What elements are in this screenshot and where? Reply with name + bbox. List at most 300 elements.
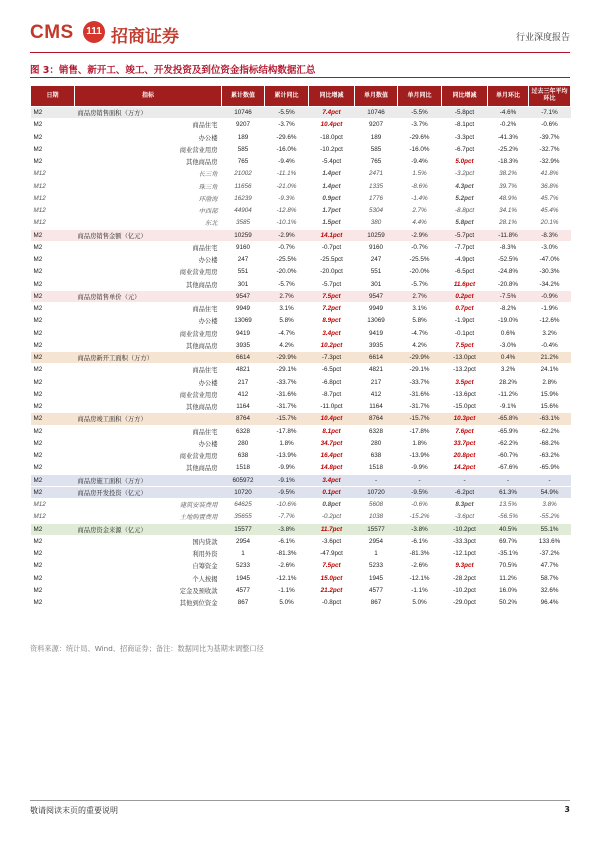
cell-value: -11.2% xyxy=(488,388,529,400)
cell-date: M2 xyxy=(31,560,75,572)
cell-date: M2 xyxy=(31,278,75,290)
cell-value: 21002 xyxy=(222,168,265,180)
cell-value: 0.9pct xyxy=(309,192,355,204)
cell-value: -8.3% xyxy=(488,241,529,253)
cell-value: 58.7% xyxy=(529,572,571,584)
cell-value: 0.6% xyxy=(488,327,529,339)
cell-value: -1.9% xyxy=(529,303,571,315)
cell-value: -28.2pct xyxy=(442,572,488,584)
table-row xyxy=(31,437,571,449)
cell-value: 551 xyxy=(222,266,265,278)
cell-value: 4.2% xyxy=(265,339,309,351)
table-row xyxy=(31,192,571,204)
cell-value: 217 xyxy=(355,376,398,388)
cell-value: 5.8% xyxy=(398,315,442,327)
cell-value: 5233 xyxy=(355,560,398,572)
cell-value: 32.6% xyxy=(529,584,571,596)
cell-value: -12.6% xyxy=(529,315,571,327)
cell-value: 20.8pct xyxy=(442,450,488,462)
cell-date: M2 xyxy=(31,303,75,315)
table-row xyxy=(31,548,571,560)
cell-value: -33.3pct xyxy=(442,535,488,547)
cell-date: M2 xyxy=(31,119,75,131)
cell-value: -25.5pct xyxy=(309,254,355,266)
cell-value: -3.2pct xyxy=(442,168,488,180)
cell-value: -11.8% xyxy=(488,229,529,241)
cell-value: 9949 xyxy=(355,303,398,315)
cell-value: 11.6pct xyxy=(442,278,488,290)
cell-value: 8.1pct xyxy=(309,425,355,437)
cell-value: 638 xyxy=(355,450,398,462)
cell-indicator: 商品住宅 xyxy=(75,303,222,315)
cell-value: 5608 xyxy=(355,499,398,511)
cell-value: 585 xyxy=(355,143,398,155)
cell-value: -6.2pct xyxy=(442,486,488,498)
cell-indicator: 长三角 xyxy=(75,168,222,180)
cell-indicator: 商品房新开工面积（万方） xyxy=(75,352,222,364)
table-row xyxy=(31,254,571,266)
cell-value: 35655 xyxy=(222,511,265,523)
cell-value: -15.7% xyxy=(265,413,309,425)
cell-value: 3.4pct xyxy=(309,327,355,339)
cell-value: 4.4% xyxy=(398,217,442,229)
cell-indicator: 珠三角 xyxy=(75,180,222,192)
cell-date: M2 xyxy=(31,413,75,425)
cell-value: -29.9% xyxy=(398,352,442,364)
cell-value: 0.1pct xyxy=(309,486,355,498)
cell-date: M2 xyxy=(31,584,75,596)
cell-value: -16.0% xyxy=(265,143,309,155)
cell-value: 11656 xyxy=(222,180,265,192)
cell-value: 5.8pct xyxy=(442,217,488,229)
cell-value: - xyxy=(442,474,488,486)
cell-value: -18.0pct xyxy=(309,131,355,143)
cell-value: -0.9% xyxy=(529,290,571,302)
cell-value: -0.6% xyxy=(398,499,442,511)
cell-value: 3.8% xyxy=(529,499,571,511)
cell-value: -32.7% xyxy=(529,143,571,155)
cell-value: -8.8pct xyxy=(442,205,488,217)
cell-value: -15.2% xyxy=(398,511,442,523)
table-row xyxy=(31,156,571,168)
cell-indicator: 商品房施工面积（万方） xyxy=(75,474,222,486)
cell-value: 3585 xyxy=(222,217,265,229)
cell-value: 9207 xyxy=(355,119,398,131)
table-row xyxy=(31,560,571,572)
cell-value: 54.9% xyxy=(529,486,571,498)
cell-value: 1518 xyxy=(222,462,265,474)
cell-value: 13069 xyxy=(355,315,398,327)
table-row xyxy=(31,450,571,462)
cell-date: M12 xyxy=(31,499,75,511)
cell-value: -4.6% xyxy=(488,107,529,119)
cell-value: 16.0% xyxy=(488,584,529,596)
cell-value: -62.2% xyxy=(529,425,571,437)
cell-value: 1.5% xyxy=(398,168,442,180)
cell-value: -11.1% xyxy=(265,168,309,180)
cell-value: -20.0pct xyxy=(309,266,355,278)
cell-value: -9.1% xyxy=(488,401,529,413)
cell-value: -29.9% xyxy=(265,352,309,364)
cell-value: -8.7pct xyxy=(309,388,355,400)
page-number: 3 xyxy=(564,805,570,814)
cell-value: 4.3pct xyxy=(442,180,488,192)
cell-value: 2954 xyxy=(222,535,265,547)
table-row xyxy=(31,499,571,511)
table-row xyxy=(31,597,571,609)
cell-value: 50.2% xyxy=(488,597,529,609)
cell-value: 41.8% xyxy=(529,168,571,180)
cell-value: -0.4% xyxy=(529,339,571,351)
cell-date: M2 xyxy=(31,425,75,437)
table-row xyxy=(31,229,571,241)
cell-value: 1164 xyxy=(222,401,265,413)
cell-value: 36.8% xyxy=(529,180,571,192)
table-row xyxy=(31,278,571,290)
cell-value: -35.1% xyxy=(488,548,529,560)
cell-value: 10259 xyxy=(222,229,265,241)
cell-value: 10.3pct xyxy=(442,413,488,425)
cell-value: 280 xyxy=(355,437,398,449)
cell-value: -10.2pct xyxy=(309,143,355,155)
cell-value: 217 xyxy=(222,376,265,388)
cell-value: -4.7% xyxy=(398,327,442,339)
cell-value: -18.3% xyxy=(488,156,529,168)
cell-value: 301 xyxy=(355,278,398,290)
cell-value: -3.8% xyxy=(265,523,309,535)
cell-value: 5.2pct xyxy=(442,192,488,204)
cell-value: 4821 xyxy=(355,364,398,376)
cell-value: -6.5pct xyxy=(442,266,488,278)
cell-value: 13069 xyxy=(222,315,265,327)
cell-value: 13.5% xyxy=(488,499,529,511)
cell-value: -5.5% xyxy=(398,107,442,119)
cell-value: -55.2% xyxy=(529,511,571,523)
cell-value: 4.2% xyxy=(398,339,442,351)
cell-value: 1.4pct xyxy=(309,180,355,192)
figure-title: 图 3：销售、新开工、竣工、开发投资及到位资金指标结构数据汇总 xyxy=(30,65,316,76)
cell-value: 0.2pct xyxy=(442,290,488,302)
column-header: 单月数值 xyxy=(355,86,398,107)
cell-value: 14.1pct xyxy=(309,229,355,241)
cell-value: -8.6% xyxy=(398,180,442,192)
cell-value: -6.1% xyxy=(265,535,309,547)
cell-value: 9207 xyxy=(222,119,265,131)
cell-value: 1.5pct xyxy=(309,217,355,229)
table-row xyxy=(31,315,571,327)
cell-value: 247 xyxy=(355,254,398,266)
cell-value: 1945 xyxy=(355,572,398,584)
summary-table xyxy=(30,85,571,609)
cell-value: -3.6pct xyxy=(442,511,488,523)
table-row xyxy=(31,462,571,474)
cell-value: 765 xyxy=(355,156,398,168)
cell-indicator: 东北 xyxy=(75,217,222,229)
cell-value: -5.7pct xyxy=(442,229,488,241)
cell-value: -9.4% xyxy=(265,156,309,168)
cell-indicator: 商业营业用房 xyxy=(75,388,222,400)
cell-value: 1 xyxy=(355,548,398,560)
footer-disclaimer: 敬请阅读末页的重要说明 xyxy=(30,806,118,815)
cell-value: -17.8% xyxy=(265,425,309,437)
cell-value: 8764 xyxy=(355,413,398,425)
cell-date: M2 xyxy=(31,156,75,168)
cell-value: -39.7% xyxy=(529,131,571,143)
cell-value: 16239 xyxy=(222,192,265,204)
cell-value: 1.8% xyxy=(398,437,442,449)
cell-date: M2 xyxy=(31,364,75,376)
table-row xyxy=(31,339,571,351)
cell-value: -7.5% xyxy=(488,290,529,302)
cell-value: -29.1% xyxy=(398,364,442,376)
cell-value: 15.9% xyxy=(529,388,571,400)
cell-indicator: 商业营业用房 xyxy=(75,450,222,462)
cell-value: -10.2pct xyxy=(442,523,488,535)
cell-value: 10746 xyxy=(222,107,265,119)
cell-value: -0.2pct xyxy=(309,511,355,523)
cell-value: 5.0% xyxy=(398,597,442,609)
cell-value: -63.2% xyxy=(529,450,571,462)
cell-value: -6.5pct xyxy=(309,364,355,376)
cell-value: -16.0% xyxy=(398,143,442,155)
cell-value: 10.4pct xyxy=(309,119,355,131)
cell-indicator: 其他商品房 xyxy=(75,156,222,168)
cell-value: 11.2% xyxy=(488,572,529,584)
cell-value: -3.6pct xyxy=(309,535,355,547)
cell-value: 21.2% xyxy=(529,352,571,364)
cell-date: M12 xyxy=(31,511,75,523)
table-row xyxy=(31,327,571,339)
table-row xyxy=(31,241,571,253)
cell-value: 5233 xyxy=(222,560,265,572)
cell-date: M2 xyxy=(31,388,75,400)
cell-value: -1.1% xyxy=(398,584,442,596)
cell-value: 189 xyxy=(355,131,398,143)
source-note: 资料来源：统计局、Wind、招商证券；备注：数据同比为基期末调整口径 xyxy=(30,644,264,653)
cell-date: M2 xyxy=(31,437,75,449)
cell-indicator: 商品住宅 xyxy=(75,425,222,437)
cell-value: 4821 xyxy=(222,364,265,376)
table-row xyxy=(31,401,571,413)
cell-value: 20.1% xyxy=(529,217,571,229)
cell-value: 44904 xyxy=(222,205,265,217)
cell-value: 3935 xyxy=(355,339,398,351)
cell-date: M2 xyxy=(31,241,75,253)
cell-value: -8.1pct xyxy=(442,119,488,131)
cell-date: M2 xyxy=(31,401,75,413)
cell-value: 5304 xyxy=(355,205,398,217)
column-header: 同比增减 xyxy=(309,86,355,107)
cell-value: -9.5% xyxy=(265,486,309,498)
cell-value: 7.4pct xyxy=(309,107,355,119)
cell-value: 70.5% xyxy=(488,560,529,572)
report-type: 行业深度报告 xyxy=(515,33,570,43)
cell-value: 5.0pct xyxy=(442,156,488,168)
cell-indicator: 商品房销售金额（亿元） xyxy=(75,229,222,241)
cell-value: 9.3pct xyxy=(442,560,488,572)
cell-value: -12.1pct xyxy=(442,548,488,560)
cell-value: 34.1% xyxy=(488,205,529,217)
cell-value: -3.0% xyxy=(529,241,571,253)
cell-value: 45.4% xyxy=(529,205,571,217)
cell-value: -3.0% xyxy=(488,339,529,351)
table-header xyxy=(31,86,571,107)
cell-value: -25.2% xyxy=(488,143,529,155)
cell-value: -9.1% xyxy=(265,474,309,486)
table-row xyxy=(31,119,571,131)
cell-value: -1.1% xyxy=(265,584,309,596)
cell-date: M2 xyxy=(31,290,75,302)
cell-indicator: 办公楼 xyxy=(75,376,222,388)
table-row xyxy=(31,364,571,376)
cell-value: -81.3% xyxy=(265,548,309,560)
cell-date: M2 xyxy=(31,450,75,462)
cell-indicator: 商品住宅 xyxy=(75,241,222,253)
cell-date: M2 xyxy=(31,254,75,266)
cell-indicator: 商品住宅 xyxy=(75,364,222,376)
header-divider xyxy=(30,52,570,53)
cell-value: -60.7% xyxy=(488,450,529,462)
cell-value: -13.9% xyxy=(265,450,309,462)
cell-indicator: 其他商品房 xyxy=(75,401,222,413)
cell-value: - xyxy=(529,474,571,486)
cell-value: -0.7% xyxy=(398,241,442,253)
table-row xyxy=(31,131,571,143)
cell-value: -4.9pct xyxy=(442,254,488,266)
cell-value: -5.4pct xyxy=(309,156,355,168)
cell-value: 3.5pct xyxy=(442,376,488,388)
cell-indicator: 其他商品房 xyxy=(75,462,222,474)
cell-value: -3.8% xyxy=(398,523,442,535)
cell-date: M12 xyxy=(31,205,75,217)
table-row xyxy=(31,572,571,584)
cell-value: 551 xyxy=(355,266,398,278)
cell-value: -7.7pct xyxy=(442,241,488,253)
cell-value: -3.3pct xyxy=(442,131,488,143)
cell-value: -10.2pct xyxy=(442,584,488,596)
cell-value: 15.0pct xyxy=(309,572,355,584)
table-row xyxy=(31,535,571,547)
cell-indicator: 利用外资 xyxy=(75,548,222,560)
cell-value: -2.6% xyxy=(398,560,442,572)
table-row xyxy=(31,168,571,180)
cell-value: 1335 xyxy=(355,180,398,192)
cell-value: -20.0% xyxy=(398,266,442,278)
table-row xyxy=(31,486,571,498)
cell-indicator: 建筑安装费用 xyxy=(75,499,222,511)
cell-value: 10720 xyxy=(222,486,265,498)
cell-value: -20.0% xyxy=(265,266,309,278)
cell-value: -65.9% xyxy=(529,462,571,474)
cell-value: -11.0pct xyxy=(309,401,355,413)
cell-value: -10.1% xyxy=(265,217,309,229)
cell-value: 10746 xyxy=(355,107,398,119)
table-row xyxy=(31,303,571,315)
cell-value: - xyxy=(398,474,442,486)
column-header: 单月环比 xyxy=(488,86,529,107)
column-header: 累计同比 xyxy=(265,86,309,107)
cell-value: 1.8% xyxy=(265,437,309,449)
table-row xyxy=(31,474,571,486)
cell-value: -25.5% xyxy=(398,254,442,266)
footer-divider xyxy=(30,800,570,801)
cell-value: -21.0% xyxy=(265,180,309,192)
cell-value: -5.7% xyxy=(398,278,442,290)
cell-value: 9547 xyxy=(222,290,265,302)
cell-value: 10259 xyxy=(355,229,398,241)
cell-value: 55.1% xyxy=(529,523,571,535)
cell-value: 9160 xyxy=(222,241,265,253)
cell-value: 47.7% xyxy=(529,560,571,572)
cell-value: -8.2% xyxy=(488,303,529,315)
cell-value: -52.5% xyxy=(488,254,529,266)
cell-date: M2 xyxy=(31,107,75,119)
table-row xyxy=(31,584,571,596)
cell-value: 33.7pct xyxy=(442,437,488,449)
cell-indicator: 商品住宅 xyxy=(75,119,222,131)
cell-value: 247 xyxy=(222,254,265,266)
cell-value: -47.9pct xyxy=(309,548,355,560)
cell-value: 15.6% xyxy=(529,401,571,413)
cell-date: M2 xyxy=(31,143,75,155)
cell-value: -29.6% xyxy=(398,131,442,143)
cell-value: -2.9% xyxy=(398,229,442,241)
table-row xyxy=(31,205,571,217)
cell-value: -12.8% xyxy=(265,205,309,217)
cell-date: M12 xyxy=(31,217,75,229)
cell-date: M2 xyxy=(31,229,75,241)
cell-value: -30.3% xyxy=(529,266,571,278)
table-row xyxy=(31,107,571,119)
table-row xyxy=(31,376,571,388)
cell-date: M2 xyxy=(31,327,75,339)
cell-indicator: 个人按揭 xyxy=(75,572,222,584)
cell-value: -37.2% xyxy=(529,548,571,560)
cell-value: -13.9% xyxy=(398,450,442,462)
cell-value: -6.8pct xyxy=(309,376,355,388)
cell-date: M2 xyxy=(31,597,75,609)
cell-value: -4.7% xyxy=(265,327,309,339)
cell-value: -65.9% xyxy=(488,425,529,437)
table-row xyxy=(31,290,571,302)
cell-value: 3.1% xyxy=(265,303,309,315)
cell-value: -5.5% xyxy=(265,107,309,119)
cell-value: 9160 xyxy=(355,241,398,253)
cell-value: 7.2pct xyxy=(309,303,355,315)
cell-indicator: 土地购置费用 xyxy=(75,511,222,523)
cell-value: 9419 xyxy=(355,327,398,339)
cell-value: 8764 xyxy=(222,413,265,425)
column-header: 同比增减 xyxy=(442,86,488,107)
cell-value: 2.7% xyxy=(398,290,442,302)
cell-value: 61.3% xyxy=(488,486,529,498)
cell-value: 10.2pct xyxy=(309,339,355,351)
cell-value: -31.7% xyxy=(398,401,442,413)
cell-value: 38.2% xyxy=(488,168,529,180)
cell-value: -9.3% xyxy=(265,192,309,204)
brand-logo-icon: 111 xyxy=(83,21,105,43)
cell-value: 21.2pct xyxy=(309,584,355,596)
cell-value: 10720 xyxy=(355,486,398,498)
cell-value: -7.1% xyxy=(529,107,571,119)
cell-indicator: 商品房销售单价（元） xyxy=(75,290,222,302)
column-header: 单月同比 xyxy=(398,86,442,107)
cell-value: -20.8% xyxy=(488,278,529,290)
cell-value: -17.8% xyxy=(398,425,442,437)
cell-value: -10.6% xyxy=(265,499,309,511)
cell-indicator: 办公楼 xyxy=(75,254,222,266)
cell-value: 64625 xyxy=(222,499,265,511)
